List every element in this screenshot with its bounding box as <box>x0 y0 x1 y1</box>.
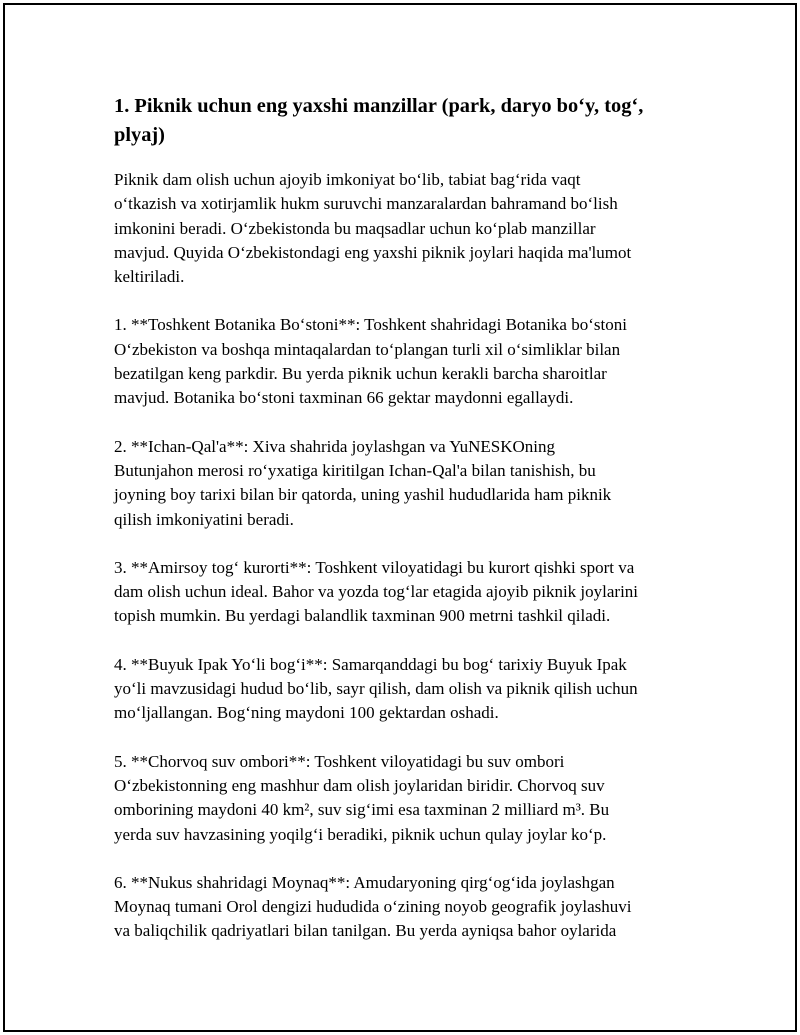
paragraph-line: Butunjahon merosi roʻyxatiga kiritilgan Ichan-Qal'a bilan tanishish, bu <box>114 460 596 480</box>
paragraph-line: topish mumkin. Bu yerdagi balandlik taxminan 900 metrni tashkil qiladi. <box>114 606 611 626</box>
paragraph-line: omborining maydoni 40 km², suv sigʻimi esa taxminan 2 milliard m³. Bu <box>114 800 610 820</box>
paragraph-line: yoʻli mavzusidagi hudud boʻlib, sayr qilish, dam olish va piknik qilish uchun <box>114 679 638 699</box>
intro-paragraph <box>114 168 694 289</box>
paragraph-line: dam olish uchun ideal. Bahor va yozda togʻlar etagida ajoyib piknik joylarini <box>114 582 639 602</box>
paragraph-line: 6. **Nukus shahridagi Moynaq**: Amudaryoning qirgʻogʻida joylashgan <box>114 872 615 892</box>
paragraph-line: 5. **Chorvoq suv ombori**: Toshkent viloyatidagi bu suv ombori <box>114 751 565 771</box>
paragraph-line: yerda suv havzasining yoqilgʻi beradiki, piknik uchun qulay joylar koʻp. <box>114 824 607 844</box>
paragraph-line: moʻljallangan. Bogʻning maydoni 100 gektardan oshadi. <box>114 703 499 723</box>
paragraph-line: va baliqchilik qadriyatlari bilan tanilgan. Bu yerda ayniqsa bahor oylarida <box>114 921 617 941</box>
paragraph-line: Piknik dam olish uchun ajoyib imkoniyat boʻlib, tabiat bagʻrida vaqt <box>114 170 581 189</box>
paragraph-line: 1. **Toshkent Botanika Boʻstoni**: Toshkent shahridagi Botanika boʻstoni <box>114 315 627 335</box>
paragraph-line: keltiriladi. <box>114 267 185 287</box>
paragraph-line: imkonini beradi. Oʻzbekistonda bu maqsadlar uchun koʻplab manzillar <box>114 218 596 238</box>
heading-line: plyaj) <box>114 124 165 146</box>
list-item-moynaq <box>114 871 694 944</box>
list-item-ichan-qala <box>114 435 694 532</box>
paragraph-line: joyning boy tarixi bilan bir qatorda, uning yashil hududlarida ham piknik <box>114 485 612 505</box>
list-item-botanika <box>114 313 694 410</box>
paragraph-line: mavjud. Quyida Oʻzbekistondagi eng yaxshi piknik joylari haqida ma'lumot <box>114 242 632 262</box>
section-heading <box>114 92 694 150</box>
paragraph-line: 4. **Buyuk Ipak Yoʻli bogʻi**: Samarqanddagi bu bogʻ tarixiy Buyuk Ipak <box>114 654 627 674</box>
paragraph-line: qilish imkoniyatini beradi. <box>114 509 294 529</box>
paragraph-line: Moynaq tumani Orol dengizi hududida oʻzining noyob geografik joylashuvi <box>114 897 632 917</box>
paragraph-line: Oʻzbekiston va boshqa mintaqalardan toʻplangan turli xil oʻsimliklar bilan <box>114 339 621 359</box>
list-item-chorvoq <box>114 750 694 847</box>
document-body <box>114 92 694 944</box>
paragraph-line: mavjud. Botanika boʻstoni taxminan 66 gektar maydonni egallaydi. <box>114 388 574 408</box>
list-item-amirsoy <box>114 556 694 629</box>
paragraph-line: bezatilgan keng parkdir. Bu yerda piknik uchun kerakli barcha sharoitlar <box>114 364 607 384</box>
heading-line: 1. Piknik uchun eng yaxshi manzillar (park, daryo boʻy, togʻ, <box>114 95 644 117</box>
paragraph-line: 3. **Amirsoy togʻ kurorti**: Toshkent viloyatidagi bu kurort qishki sport va <box>114 557 635 577</box>
paragraph-line: Oʻzbekistonning eng mashhur dam olish joylaridan biridir. Chorvoq suv <box>114 775 605 795</box>
list-item-ipak-yoli <box>114 653 694 726</box>
paragraph-line: oʻtkazish va xotirjamlik hukm suruvchi manzaralardan bahramand boʻlish <box>114 194 618 214</box>
paragraph-line: 2. **Ichan-Qal'a**: Xiva shahrida joylashgan va YuNESKOning <box>114 436 556 456</box>
